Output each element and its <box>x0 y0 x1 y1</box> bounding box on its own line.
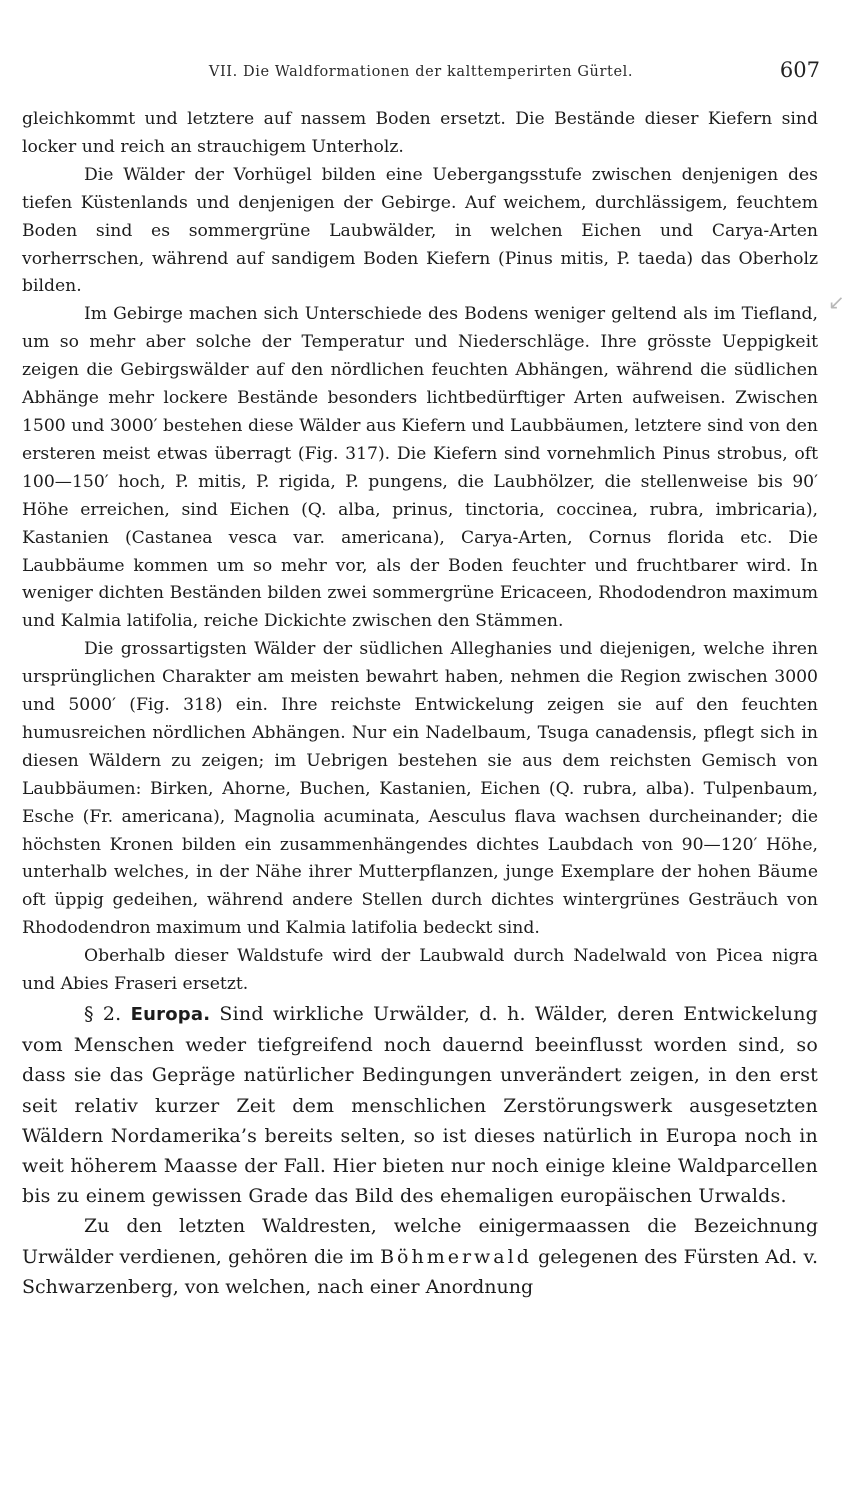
last-paragraph-text-before: Zu den letzten Waldresten, welche einigermaassen die Bezeichnung Urwälder verdienen, gehören die im <box>22 1215 818 1268</box>
page-header <box>22 58 820 88</box>
paragraph-1: gleichkommt und letztere auf nassem Boden ersetzt. Die Bestände dieser Kiefern sind locker und reich an strauchigem Unterholz. <box>22 109 818 157</box>
paragraph-4: Die grossartigsten Wälder der südlichen Alleghanies und diejenigen, welche ihren ursprünglichen Charakter am meisten bewahrt haben, nehmen die Region zwischen 3000 und 5000′ (Fig. 318) ein. Ihre reichste Entwickelung zeigen sie auf den feuchten humusreichen nördlichen Abhängen. Nur ein Nadelbaum, Tsuga canadensis, pflegt sich in diesen Wäldern zu zeigen; im Uebrigen bestehen sie aus dem reichsten Gemisch von Laubbäumen: Birken, Ahorne, Buchen, Kastanien, Eichen (Q. rubra, alba). Tulpenbaum, Esche (Fr. americana), Magnolia acuminata, Aesculus flava wachsen durcheinander; die höchsten Kronen bilden ein zusammenhängendes dichtes Laubdach von 90—120′ Höhe, unterhalb welches, in der Nähe ihrer Mutterpflanzen, junge Exemplare der hohen Bäume oft üppig gedeihen, während andere Stellen durch dichtes wintergrünes Gesträuch von Rhododendron maximum und Kalmia latifolia bedeckt sind. <box>22 639 818 939</box>
paragraph-last <box>22 1211 818 1302</box>
section-title: Europa. <box>130 1004 211 1025</box>
running-head: VII. Die Waldformationen der kalttemperirten Gürtel. <box>208 64 634 80</box>
section-text: Sind wirkliche Urwälder, d. h. Wälder, deren Entwickelung vom Menschen weder tiefgreifend noch dauernd beeinflusst worden sind, so dass sie das Gepräge natürlicher Bedingungen unverändert zeigen, in den erst seit relativ kurzer Zeit dem menschlichen Zerstörungswerk ausgesetzten Wäldern Nordamerika’s bereits selten, so ist dieses natürlich in Europa noch in weit höherem Maasse der Fall. Hier bieten nur noch einige kleine Waldparcellen bis zu einem gewissen Grade das Bild des ehemaligen europäischen Urwalds. <box>22 1003 818 1208</box>
section-paragraph <box>22 999 818 1211</box>
paragraph-2: Die Wälder der Vorhügel bilden eine Uebergangsstufe zwischen denjenigen des tiefen Küstenlands und denjenigen der Gebirge. Auf weichem, durchlässigem, feuchtem Boden sind es sommergrüne Laubwälder, in welchen Eichen und Carya-Arten vorherrschen, während auf sandigem Boden Kiefern (Pinus mitis, P. taeda) das Oberholz bilden. <box>22 164 818 297</box>
paragraph-5: Oberhalb dieser Waldstufe wird der Laubwald durch Nadelwald von Picea nigra und Abies Fraseri ersetzt. <box>22 946 818 995</box>
margin-pencil-mark: ↙ <box>828 290 845 314</box>
page-body <box>22 106 818 1302</box>
paragraph-3: Im Gebirge machen sich Unterschiede des Bodens weniger geltend als im Tiefland, um so mehr aber solche der Temperatur und Niederschläge. Ihre grösste Ueppigkeit zeigen die Gebirgswälder auf den nördlichen feuchten Abhängen, während die südlichen Abhänge mehr lockere Bestände besonders lichtbedürftiger Arten aufweisen. Zwischen 1500 und 3000′ bestehen diese Wälder aus Kiefern und Laubbäumen, letztere sind von den ersteren meist etwas überragt (Fig. 317). Die Kiefern sind vornehmlich Pinus strobus, oft 100—150′ hoch, P. mitis, P. rigida, P. pungens, die Laubhölzer, die stellenweise bis 90′ Höhe erreichen, sind Eichen (Q. alba, prinus, tinctoria, coccinea, rubra, imbricaria), Kastanien (Castanea vesca var. americana), Carya-Arten, Cornus florida etc. Die Laubbäume kommen um so mehr vor, als der Boden feuchter und fruchtbarer wird. In weniger dichten Beständen bilden zwei sommergrüne Ericaceen, Rhododendron maximum und Kalmia latifolia, reiche Dickichte zwischen den Stämmen. <box>22 304 818 632</box>
spaced-term: Böhmerwald <box>380 1245 532 1268</box>
section-symbol: § 2. <box>84 1003 122 1025</box>
last-paragraph-text-after: gelegenen des Fürsten Ad. v. Schwarzenberg, von welchen, nach einer Anordnung <box>22 1245 818 1298</box>
page-number: 607 <box>779 58 820 82</box>
